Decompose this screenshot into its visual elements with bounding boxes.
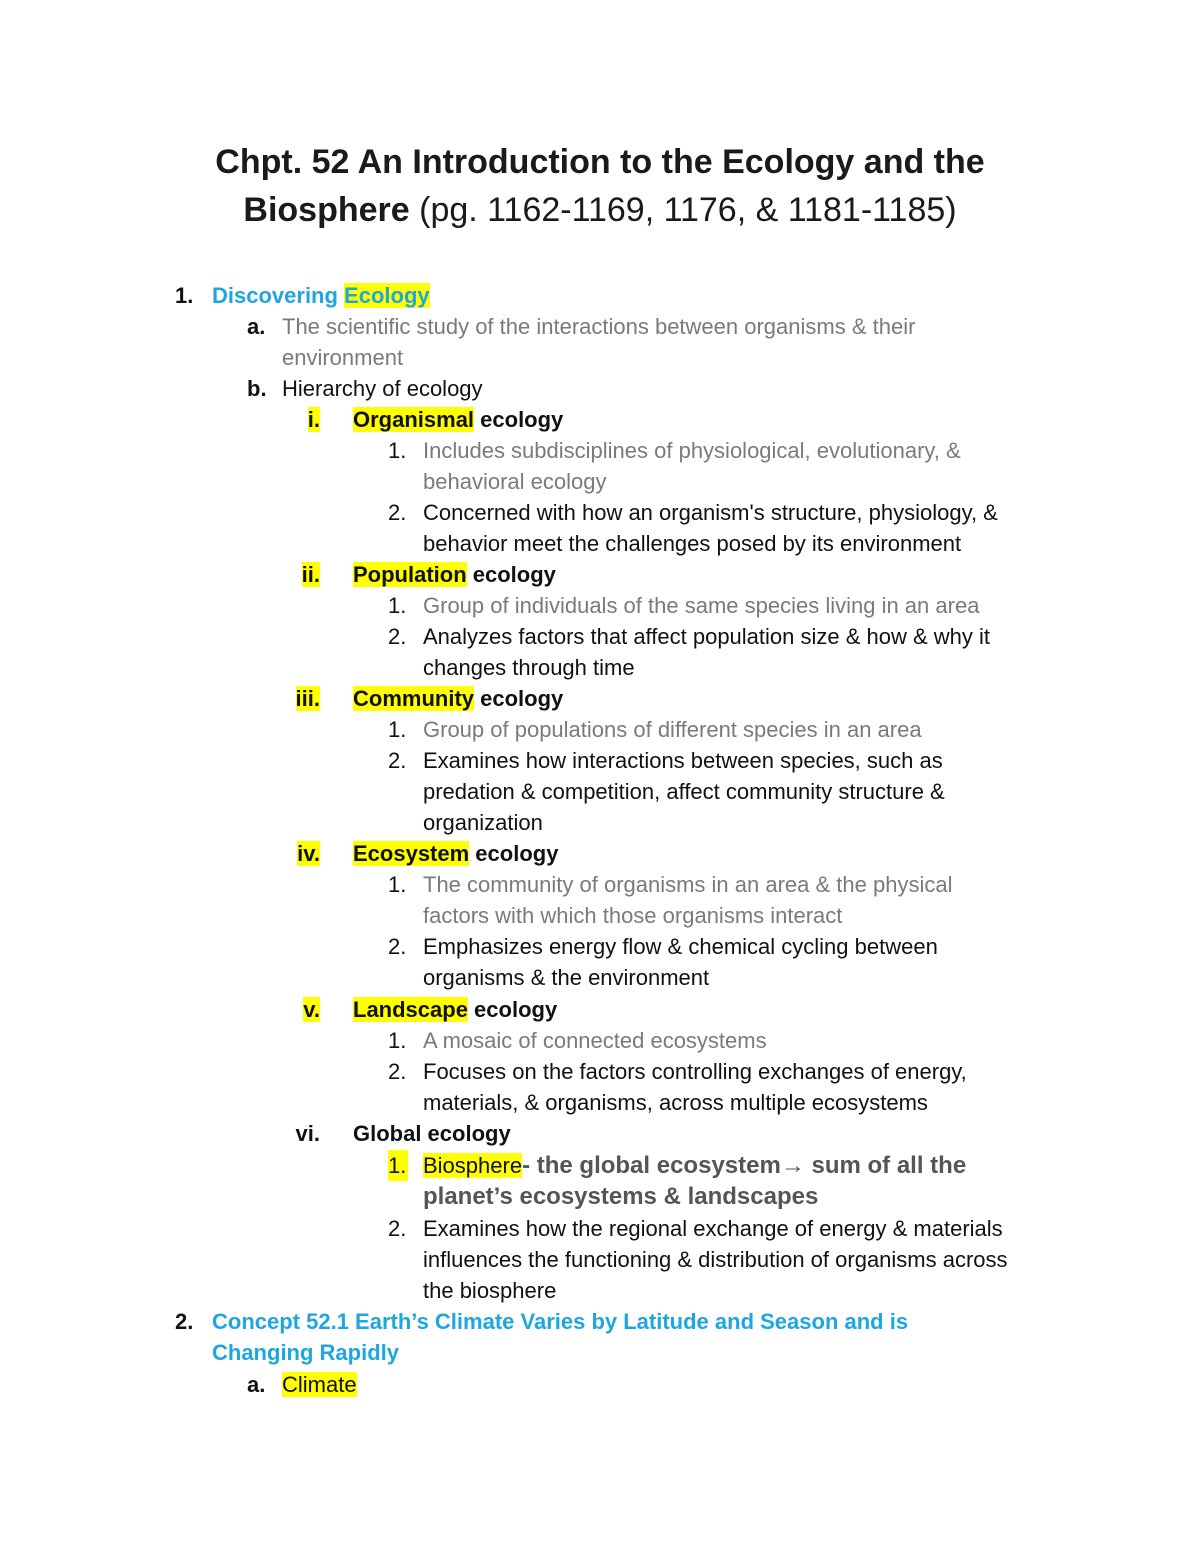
ii-1-marker: 1.	[388, 593, 407, 618]
item-a-line-1: The scientific study of the interactions between organisms & their	[282, 314, 916, 339]
item-b-text: Hierarchy of ecology	[282, 376, 483, 401]
roman-v-marker: v.	[303, 997, 320, 1022]
roman-ii-marker: ii.	[301, 562, 320, 587]
iv-2-marker: 2.	[388, 934, 407, 959]
iii-2-line-2: predation & competition, affect community structure &	[423, 779, 945, 804]
roman-iv-marker: iv.	[297, 841, 320, 866]
page-title-line-2	[100, 186, 1100, 234]
ecosystem-ecology-heading: Ecosystem ecology	[353, 841, 559, 866]
vi-2-line-1: Examines how the regional exchange of energy & materials	[423, 1216, 1003, 1241]
i-2-line-1: Concerned with how an organism's structure, physiology, &	[423, 500, 998, 525]
v-1-line-1: A mosaic of connected ecosystems	[423, 1028, 767, 1053]
vi-1-marker: 1.	[388, 1150, 408, 1181]
iv-2-line-2: organisms & the environment	[423, 965, 710, 990]
roman-i-marker: i.	[307, 407, 320, 432]
i-1-line-1: Includes subdisciplines of physiological, evolutionary, &	[423, 438, 961, 463]
vi-2-marker: 2.	[388, 1216, 407, 1241]
iv-1-line-2: factors with which those organisms interact	[423, 903, 843, 928]
title-pages: (pg. 1162-1169, 1176, & 1181-1185)	[409, 191, 957, 229]
iii-2-line-1: Examines how interactions between species, such as	[423, 748, 943, 773]
title-biosphere: Biosphere	[243, 191, 410, 229]
landscape-ecology-heading: Landscape ecology	[353, 997, 558, 1022]
page-title	[100, 138, 1100, 186]
section-2-heading-line-2: Changing Rapidly	[212, 1340, 399, 1365]
global-ecology-heading: Global ecology	[353, 1121, 511, 1146]
item-b-marker: b.	[247, 376, 267, 401]
iii-1-marker: 1.	[388, 717, 407, 742]
i-1-line-2: behavioral ecology	[423, 469, 607, 494]
vi-1-line-2: planet’s ecosystems & landscapes	[423, 1183, 819, 1210]
vi-2-line-3: the biosphere	[423, 1278, 557, 1303]
v-2-marker: 2.	[388, 1059, 407, 1084]
item-a-line-2: environment	[282, 345, 404, 370]
roman-iii-marker: iii.	[295, 686, 320, 711]
section-2-heading-line-1: Concept 52.1 Earth’s Climate Varies by Latitude and Season and is	[212, 1309, 909, 1334]
vi-2-line-2: influences the functioning & distribution of organisms across	[423, 1247, 1008, 1272]
i-2-line-2: behavior meet the challenges posed by its environment	[423, 531, 962, 556]
item-a-marker: a.	[247, 314, 266, 339]
ii-2-line-2: changes through time	[423, 655, 635, 680]
iii-1-line-1: Group of populations of different species in an area	[423, 717, 922, 742]
vi-1-line-1: Biosphere- the global ecosystem→ sum of all the	[423, 1152, 967, 1179]
section-1-heading: Discovering Ecology	[212, 283, 430, 308]
iv-2-line-1: Emphasizes energy flow & chemical cycling between	[423, 934, 938, 959]
i-1-marker: 1.	[388, 438, 407, 463]
v-2-line-2: materials, & organisms, across multiple ecosystems	[423, 1090, 928, 1115]
ecology-highlight: Ecology	[344, 283, 430, 308]
organismal-ecology-heading: Organismal ecology	[353, 407, 564, 432]
title-line-1: Chpt. 52 An Introduction to the Ecology and the	[215, 143, 985, 181]
v-2-line-1: Focuses on the factors controlling exchanges of energy,	[423, 1059, 967, 1084]
ii-2-line-1: Analyzes factors that affect population size & how & why it	[423, 624, 991, 649]
roman-vi-marker: vi.	[295, 1121, 320, 1146]
section-2-marker: 2.	[175, 1309, 194, 1334]
ii-2-marker: 2.	[388, 624, 407, 649]
iv-1-marker: 1.	[388, 872, 407, 897]
section-1-marker: 1.	[175, 283, 194, 308]
biosphere-term: Biosphere	[423, 1153, 523, 1178]
climate-item: Climate	[282, 1372, 357, 1397]
ii-1-line-1: Group of individuals of the same species living in an area	[423, 593, 980, 618]
v-1-marker: 1.	[388, 1028, 407, 1053]
population-ecology-heading: Population ecology	[353, 562, 556, 587]
s2-item-a-marker: a.	[247, 1372, 266, 1397]
iii-2-line-3: organization	[423, 810, 543, 835]
iii-2-marker: 2.	[388, 748, 407, 773]
community-ecology-heading: Community ecology	[353, 686, 564, 711]
iv-1-line-1: The community of organisms in an area & the physical	[423, 872, 953, 897]
i-2-marker: 2.	[388, 500, 407, 525]
